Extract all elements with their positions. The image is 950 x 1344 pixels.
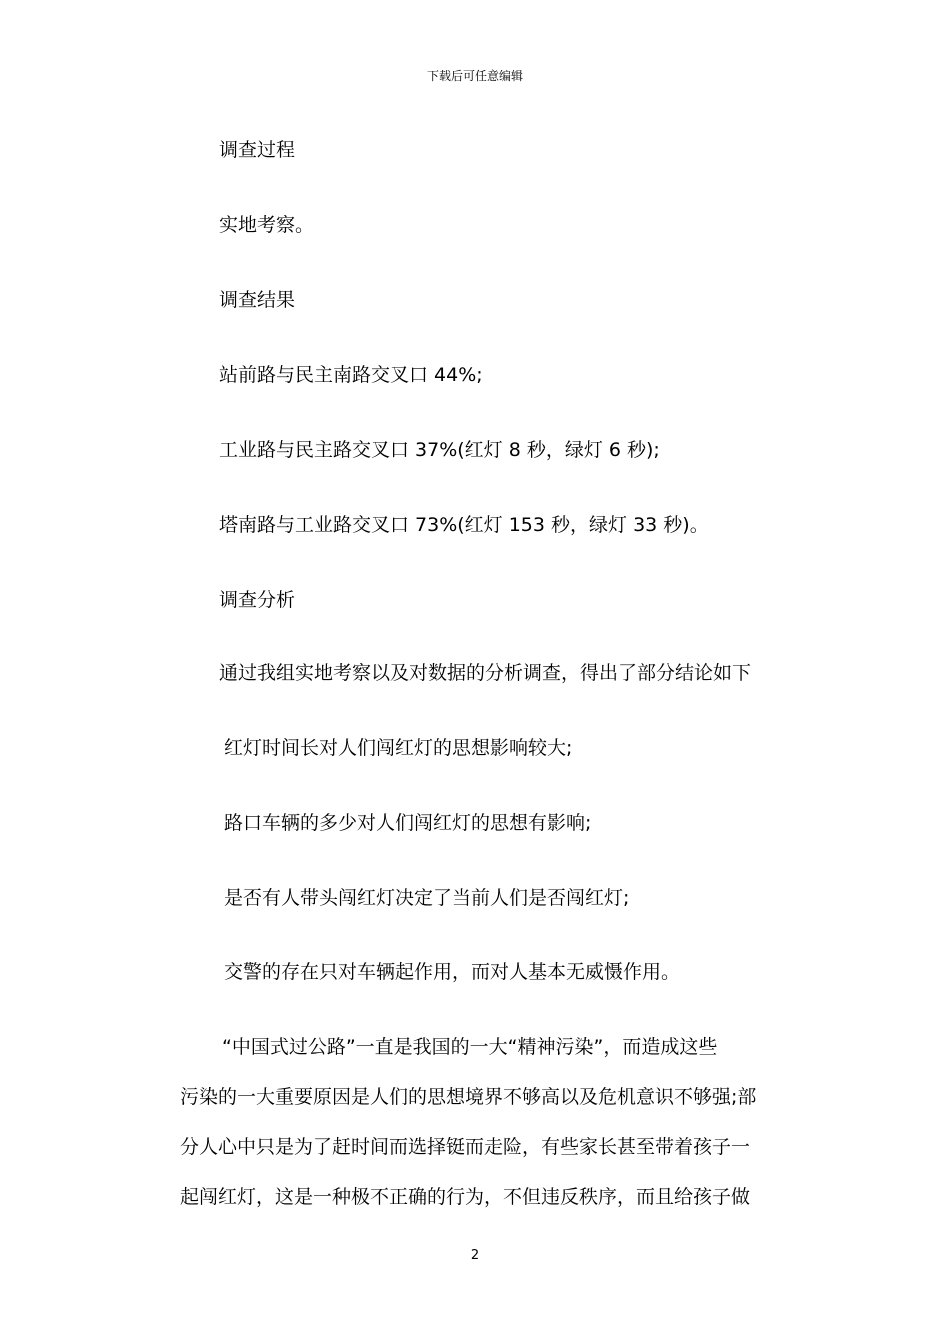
conclusion-item: 路口车辆的多少对人们闯红灯的思想有影响;: [224, 812, 592, 834]
paragraph-line: “中国式过公路”一直是我国的一大“精神污染”，而造成这些: [222, 1036, 718, 1058]
paragraph-line: 起闯红灯，这是一种极不正确的行为，不但违反秩序，而且给孩子做: [180, 1186, 751, 1208]
section-heading-analysis: 调查分析: [219, 589, 296, 611]
result-item: 工业路与民主路交叉口 37%(红灯 8 秒，绿灯 6 秒);: [219, 439, 660, 461]
paragraph-line: 分人心中只是为了赶时间而选择铤而走险，有些家长甚至带着孩子一: [180, 1136, 751, 1158]
conclusion-item: 交警的存在只对车辆起作用，而对人基本无威慑作用。: [224, 961, 681, 983]
conclusion-item: 红灯时间长对人们闯红灯的思想影响较大;: [224, 737, 573, 759]
text-line: 通过我组实地考察以及对数据的分析调查，得出了部分结论如下: [219, 662, 752, 684]
page-number: 2: [470, 1248, 480, 1263]
section-heading-process: 调查过程: [219, 139, 296, 161]
conclusion-item: 是否有人带头闯红灯决定了当前人们是否闯红灯;: [224, 887, 630, 909]
result-item: 站前路与民主南路交叉口 44%;: [219, 364, 483, 386]
text-line: 实地考察。: [219, 214, 315, 236]
page-header: 下载后可任意编辑: [426, 69, 523, 83]
section-heading-results: 调查结果: [219, 289, 296, 311]
paragraph-line: 污染的一大重要原因是人们的思想境界不够高以及危机意识不够强;部: [180, 1086, 757, 1108]
result-item: 塔南路与工业路交叉口 73%(红灯 153 秒，绿灯 33 秒)。: [219, 514, 709, 536]
